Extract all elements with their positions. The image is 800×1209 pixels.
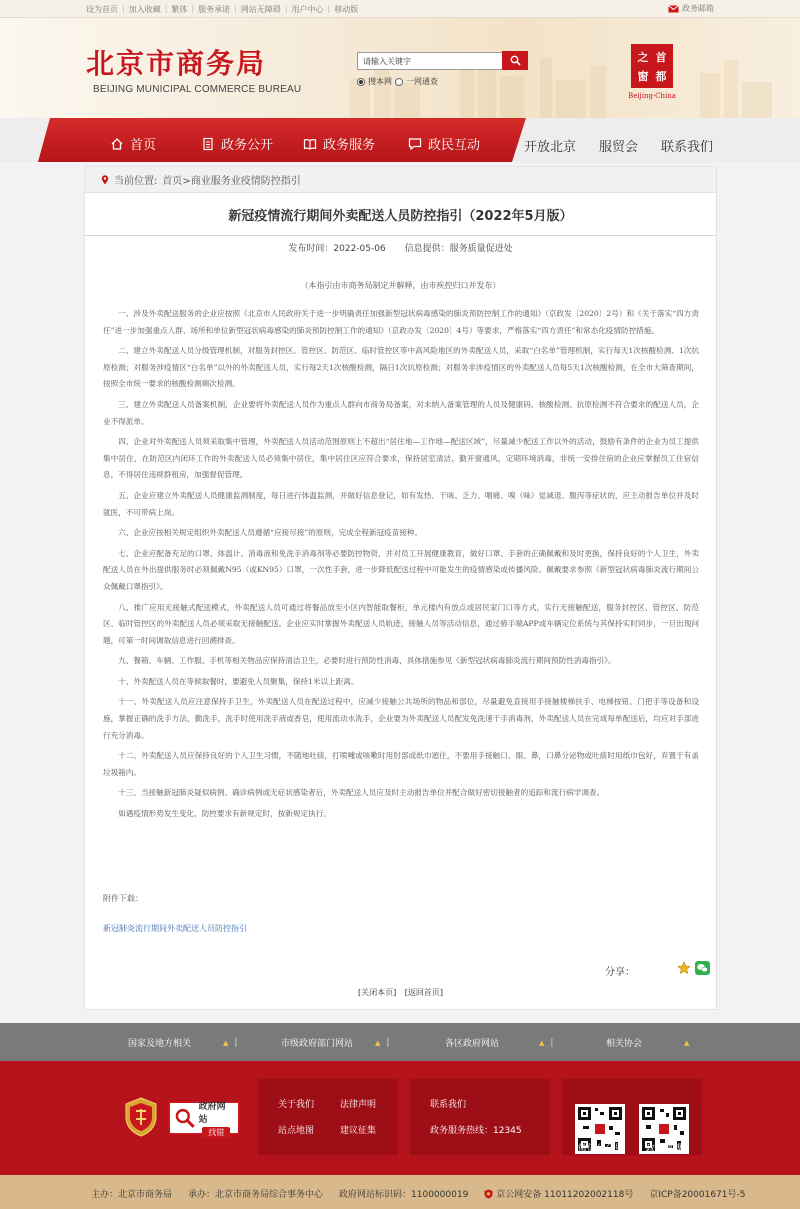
paragraph: 四、企业对外卖配送人员须采取集中管理，外卖配送人员活动范围原则上不超出“居住地—工作地—配送区域”，尽量减少配送工作以外的活动，鼓励有条件的企业为员工提供集中居住，在防范区内闭环工作的外卖配送人员必须集中居住，集中居住区应符合要求，保持居室清洁，勤开窗通风，定期环境消毒，非统一安排住宿的企业应掌握员工住宿信息，不得居住违规群租房，加强督促管理。 [103,437,699,480]
radio-site-label: 搜本网 [368,77,392,86]
capital-seal: 之 首 窗 都 [631,44,673,88]
magnifier-icon [174,1107,196,1129]
home-icon [110,137,124,151]
top-utility-bar [0,0,800,18]
info-source: 信息提供：服务质量促进处 [404,244,513,254]
police-badge-icon [484,1189,493,1199]
radio-all-search[interactable] [395,78,403,86]
paragraph: 一、涉及外卖配送服务的企业应按照《北京市人民政府关于进一步明确责任加强新型冠状病毒感染的肺炎预防控制工作的通知》（京政发〔2020〕2号）和《关于落实“四方责任”进一步加强重点人群、场所和单位新型冠状病毒感染的肺炎预防控制工作的通知》（京政办发〔2020〕4号）等要求，严格落实“四方责任”和常态化疫情防控措施。 [103,309,699,335]
sitemap-link[interactable]: 站点地图 [278,1126,315,1136]
bureau-logo-en: BEIJING MUNICIPAL COMMERCE BUREAU [93,84,302,95]
accessibility-link[interactable]: 网站无障碍 [240,5,281,14]
attachment-label: 附件下载： [103,894,143,903]
host-info: 主办：北京市商务局 [91,1190,173,1200]
chat-icon [408,137,422,151]
associations-dropdown[interactable]: 相关协会 ▲ [606,1038,690,1049]
share-icons [677,961,710,975]
about-us-link[interactable]: 关于我们 [278,1100,315,1110]
publish-date: 发布时间：2022-05-06 [288,244,386,254]
radio-site-search[interactable] [357,78,365,86]
icp-record[interactable]: 京ICP备20001671号-5 [649,1190,746,1200]
user-center-link[interactable]: 用户中心 [291,5,324,14]
radio-all-label: 一网通查 [406,77,438,86]
municipal-dept-dropdown[interactable]: 市级政府部门网站 ▲ | [281,1037,390,1049]
article-meta [85,241,716,254]
contact-us-title[interactable]: 联系我们 [430,1100,467,1110]
location-pin-icon [101,175,109,185]
wechat-qr-caption: 微信公众号 [578,1144,624,1154]
suggestions-link[interactable]: 建议征集 [340,1126,377,1136]
paragraph: 三、建立外卖配送人员备案机制，企业要将外卖配送人员作为重点人群向市商务局备案，对未纳入备案管理的人员及健康码、核酸检测、抗原检测不符合要求的配送人员，企业不得派单。 [103,399,699,426]
search-input[interactable]: 请输入关键字 [357,52,503,70]
article-body [103,306,699,827]
close-page-link[interactable]: [关闭本页] [357,988,397,997]
mobile-version-link[interactable]: 移动版 [334,5,359,14]
legal-notice-link[interactable]: 法律声明 [340,1100,377,1110]
police-record[interactable]: 京公网安备 11011202002118号 [484,1187,633,1200]
paragraph: 八、推广应用无接触式配送模式，外卖配送人员可通过将餐品放至小区内智能取餐柜，单元楼内有放点或居民家门口等方式，实行无接触配送，服务封控区、管控区、防范区、临时管控区的外卖配送人员必须采取无接触配送。企业应实时掌握外卖配送人员轨迹，接触人员等活动信息，通过骑手端APP或车辆定位系统与其保持实时同步，一旦出现问题，可第一时间调取信息进行回溯排查。 [103,602,699,645]
site-footer [0,1061,800,1175]
national-local-dropdown[interactable]: 国家及地方相关 ▲ | [128,1037,238,1049]
breadcrumb-label: 当前位置: [114,176,158,187]
caret-up-icon: ▲ [539,1038,545,1047]
sponsor-bar [0,1175,800,1209]
nav-ciftis[interactable]: 服贸会 [599,140,639,155]
paragraph: 七、企业应配备充足的口罩、体温计、消毒液和免洗手消毒剂等必要防控物资，并对员工开展健康教育，做好口罩、手套的正确佩戴和及时更换，保持良好的个人卫生，外卖配送人员在外出提供服务时必须佩戴N95（或KN95）口罩，一次性手套，进一步降低配送过程中可能发生的疫情感染或传播风险。佩戴要求参照《新型冠状病毒肺炎流行期间公众佩戴口罩指引》。 [103,548,699,591]
traditional-chinese-link[interactable]: 繁体 [171,5,188,14]
paragraph: 五、企业应建立外卖配送人员健康监测制度，每日进行体温监测，并做好信息登记，如有发热、干咳、乏力、咽痛、嗅（味）觉减退、腹泻等症状的，应主动报告单位并及时就医，不可带病上岗。 [103,490,699,517]
article-note: （本指引由市商务局制定并解释，由市疾控归口并发布） [300,281,501,290]
gov-mail-link[interactable] [668,3,714,14]
paragraph: 九、餐箱、车辆、工作服、手机等相关物品应保持清洁卫生，必要时进行预防性消毒，具体措施参见《新型冠状病毒肺炎流行期间预防性消毒指引》。 [118,656,616,666]
district-gov-dropdown[interactable]: 各区政府网站 ▲ | [445,1037,554,1049]
main-nav [0,118,800,162]
breadcrumb-path[interactable]: 首页>商业服务业疫情防控指引 [162,176,301,187]
nav-home[interactable]: 首页 [110,134,156,153]
nav-interaction[interactable]: 政民互动 [408,134,480,153]
caret-up-icon: ▲ [375,1038,381,1047]
search-scope [357,76,438,87]
article-card [84,166,717,1010]
add-favorite-link[interactable]: 加入收藏 [128,5,161,14]
favorite-star-icon[interactable] [677,961,691,975]
capital-caption: Beijing·China [628,92,676,100]
share-label: 分享： [605,967,635,978]
jiucuo-button: 找错 [202,1127,230,1138]
wechat-share-icon[interactable] [695,961,710,975]
gov-mail-label: 政务邮箱 [682,4,714,13]
article-title: 新冠疫情流行期间外卖配送人员防控指引（2022年5月版） [228,209,573,224]
paragraph: 十一、外卖配送人员应注意保持手卫生，外卖配送人员在配送过程中，应减少接触公共场所的物品和部位，尽量避免直接用手接触楼梯扶手、电梯按钮、门把手等设备和设施，掌握正确的洗手方法，勤洗手，洗手时使用洗手液或香皂，使用流动水洗手，企业要为外卖配送人员配发免洗速干手消毒剂，外卖配送人员在完成每单配送后，均应对手部进行充分消毒。 [103,697,699,740]
title-divider [85,235,716,236]
related-links-strip [0,1023,800,1061]
site-header [0,18,800,118]
nav-gov-affairs-open[interactable]: 政务公开 [201,134,273,153]
paragraph: 二、建立外卖配送人员分级管理机制，对服务封控区、管控区、防范区、临时管控区等中高风险地区的外卖配送人员，采取“白名单”管理机制，实行每天1次核酸检测、1次抗原检测；对服务涉疫情区“白名单”以外的外卖配送人员，实行每2天1次核酸检测，隔日1次抗原检测；对服务非涉疫情区的外卖配送人员每5天1次核酸检测，在全市大筛查期间，按照全市统一要求的核酸检测频次检测。 [103,346,699,389]
capital-window-logo[interactable] [627,44,677,110]
nav-contact-us[interactable]: 联系我们 [661,140,714,155]
gov-site-error-report[interactable] [168,1101,240,1135]
back-home-link[interactable]: [返回首页] [404,988,444,997]
party-gov-emblem-icon[interactable] [124,1097,158,1137]
footer-contact-box [410,1079,550,1155]
top-links: 设为首页 | 加入收藏 | 繁体 | 服务承诺 | 网站无障碍 | 用户中心 | 移动版 [86,4,359,14]
paragraph: 如遇疫情形势发生变化，防控要求有新规定时，按新规定执行。 [118,809,331,819]
site-id-info: 政府网站标识码：1100000019 [339,1190,469,1200]
book-icon [303,137,317,151]
set-homepage-link[interactable]: 设为首页 [86,5,118,14]
caret-up-icon: ▲ [684,1038,690,1047]
search-icon [510,55,521,66]
bureau-logo-cn[interactable]: 北京市商务局 [86,47,267,80]
paragraph: 六、企业应按相关规定组织外卖配送人员遵循“应接尽接”的原则，完成全程新冠疫苗接种。 [118,528,423,538]
service-promise-link[interactable]: 服务承诺 [198,5,231,14]
caret-up-icon: ▲ [223,1038,229,1047]
weibo-qr-caption: 政务微博 [646,1144,683,1154]
mail-icon [668,5,679,13]
breadcrumb [85,167,716,193]
footer-links-box [258,1079,398,1155]
nav-open-beijing[interactable]: 开放北京 [524,140,577,155]
search-button[interactable] [502,51,528,70]
undertake-info: 承办：北京市商务局综合事务中心 [188,1190,324,1200]
document-icon [201,137,215,151]
page-actions [85,987,716,998]
nav-gov-services[interactable]: 政务服务 [303,134,375,153]
paragraph: 十二、外卖配送人员应保持良好的个人卫生习惯，不随地吐痰，打喷嚏或咳嗽时用肘部或纸巾遮住，不要用手接触口、眼、鼻，口鼻分泌物或吐痰时用纸巾包好，弃置于有盖垃圾箱内。 [103,751,699,777]
attachment-link[interactable]: 新冠肺炎流行期间外卖配送人员防控指引 [103,924,247,933]
service-hotline: 政务服务热线：12345 [430,1126,522,1136]
paragraph: 十、外卖配送人员在等候取餐时，要避免人员聚集，保持1米以上距离。 [118,676,359,686]
paragraph: 十三、当接触新冠肺炎疑似病例、确诊病例或无症状感染者后，外卖配送人员应及时主动报告单位并配合做好密切接触者的追踪和流行病学调查。 [118,788,605,798]
jiucuo-title: 政府网站 [198,1101,226,1125]
